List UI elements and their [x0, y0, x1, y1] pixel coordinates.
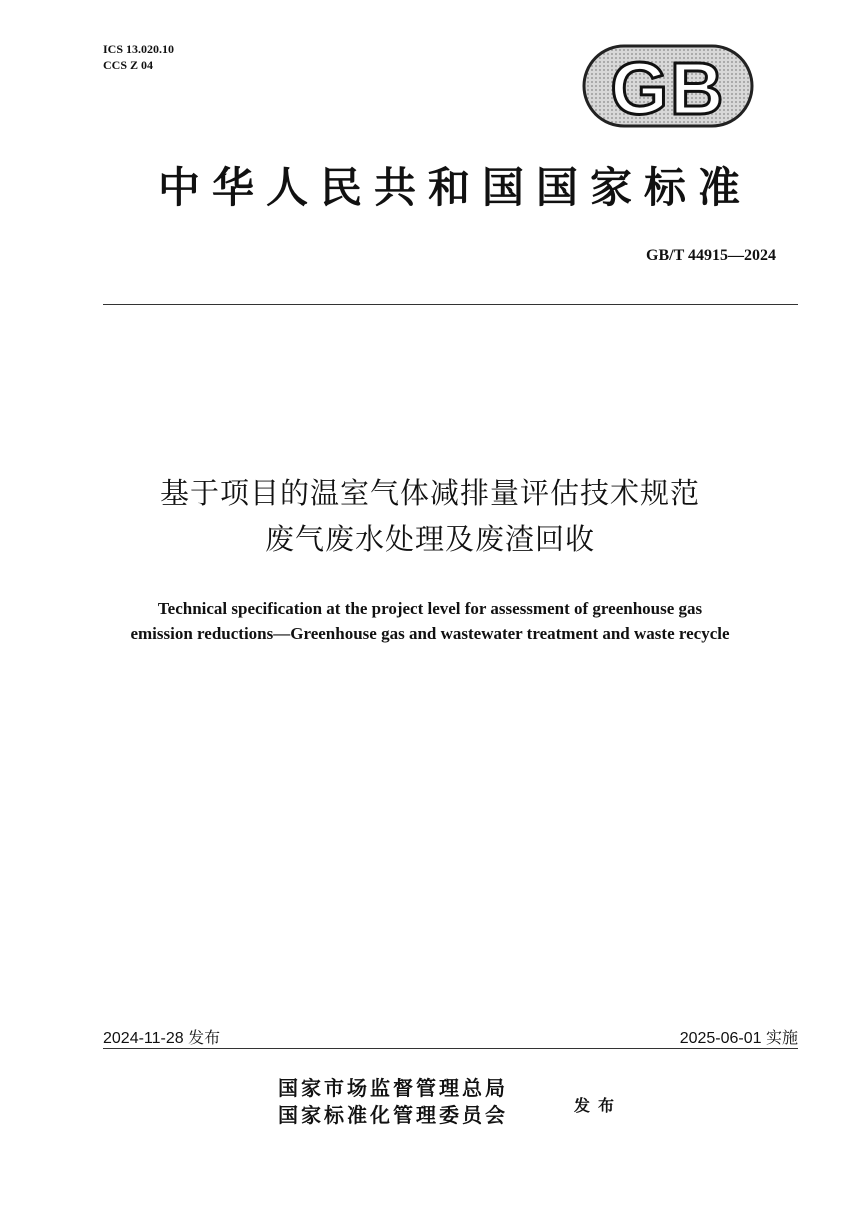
- standard-number: GB/T 44915—2024: [646, 247, 776, 264]
- english-title-line1: Technical specification at the project level for assessment of greenhouse gas: [157, 599, 703, 618]
- issuer-samr: 国家市场监督管理总局: [278, 1076, 508, 1100]
- gb-logo: [582, 44, 754, 128]
- ics-code: ICS 13.020.10: [103, 42, 175, 56]
- classification-codes: [103, 41, 174, 73]
- issuer-sac: 国家标准化管理委员会: [278, 1103, 508, 1127]
- issued-label: 发布: [574, 1096, 623, 1115]
- chinese-title-line2: 废气废水处理及废渣回收: [264, 522, 595, 556]
- ccs-code: CCS Z 04: [103, 58, 154, 72]
- english-title: [40, 596, 820, 646]
- implementation-date: 2025-06-01 实施: [679, 1030, 798, 1047]
- footer-divider: [103, 1048, 798, 1049]
- standard-type-title: 中华人民共和国国家标准: [157, 163, 752, 212]
- chinese-title-line1: 基于项目的温室气体减排量评估技术规范: [159, 476, 700, 510]
- issuing-authorities: [278, 1075, 508, 1129]
- chinese-title: [40, 470, 820, 562]
- english-title-line2: emission reductions—Greenhouse gas and wastewater treatment and waste recycle: [130, 624, 730, 643]
- header-divider: [103, 304, 798, 305]
- issue-date: 2024-11-28 发布: [103, 1030, 221, 1047]
- gb-logo-lettering: GB: [610, 47, 726, 128]
